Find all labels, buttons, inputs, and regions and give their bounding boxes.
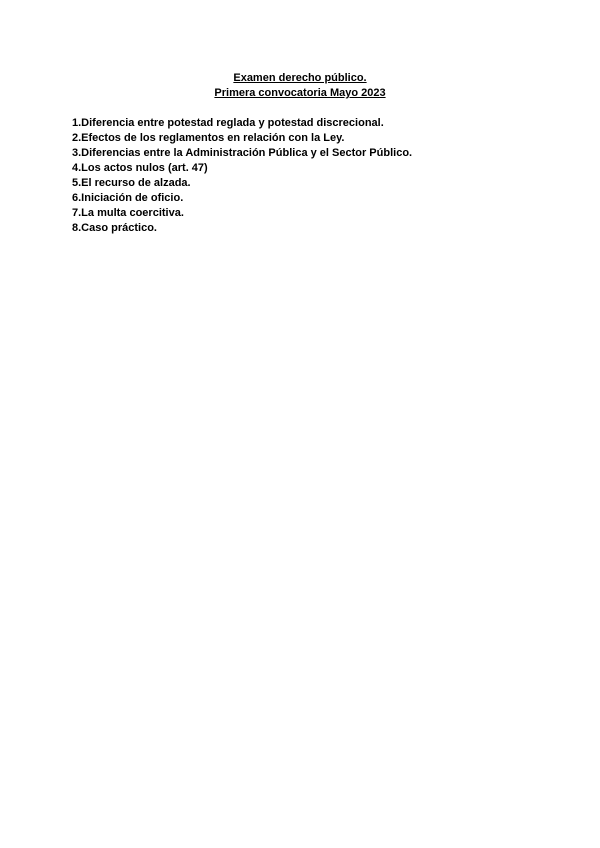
question-item: 8.Caso práctico. bbox=[72, 222, 157, 234]
exam-subtitle: Primera convocatoria Mayo 2023 bbox=[214, 87, 386, 99]
question-item: 1.Diferencia entre potestad reglada y potestad discrecional. bbox=[72, 117, 384, 129]
question-item: 3.Diferencias entre la Administración Pública y el Sector Público. bbox=[72, 147, 413, 159]
question-item: 2.Efectos de los reglamentos en relación con la Ley. bbox=[72, 132, 345, 144]
exam-title: Examen derecho público. bbox=[233, 72, 367, 84]
question-item: 4.Los actos nulos (art. 47) bbox=[72, 162, 208, 174]
question-item: 7.La multa coercitiva. bbox=[72, 207, 184, 219]
question-item: 6.Iniciación de oficio. bbox=[72, 192, 184, 204]
question-item: 5.El recurso de alzada. bbox=[72, 177, 191, 189]
title-block bbox=[0, 71, 600, 101]
question-list bbox=[72, 116, 412, 236]
